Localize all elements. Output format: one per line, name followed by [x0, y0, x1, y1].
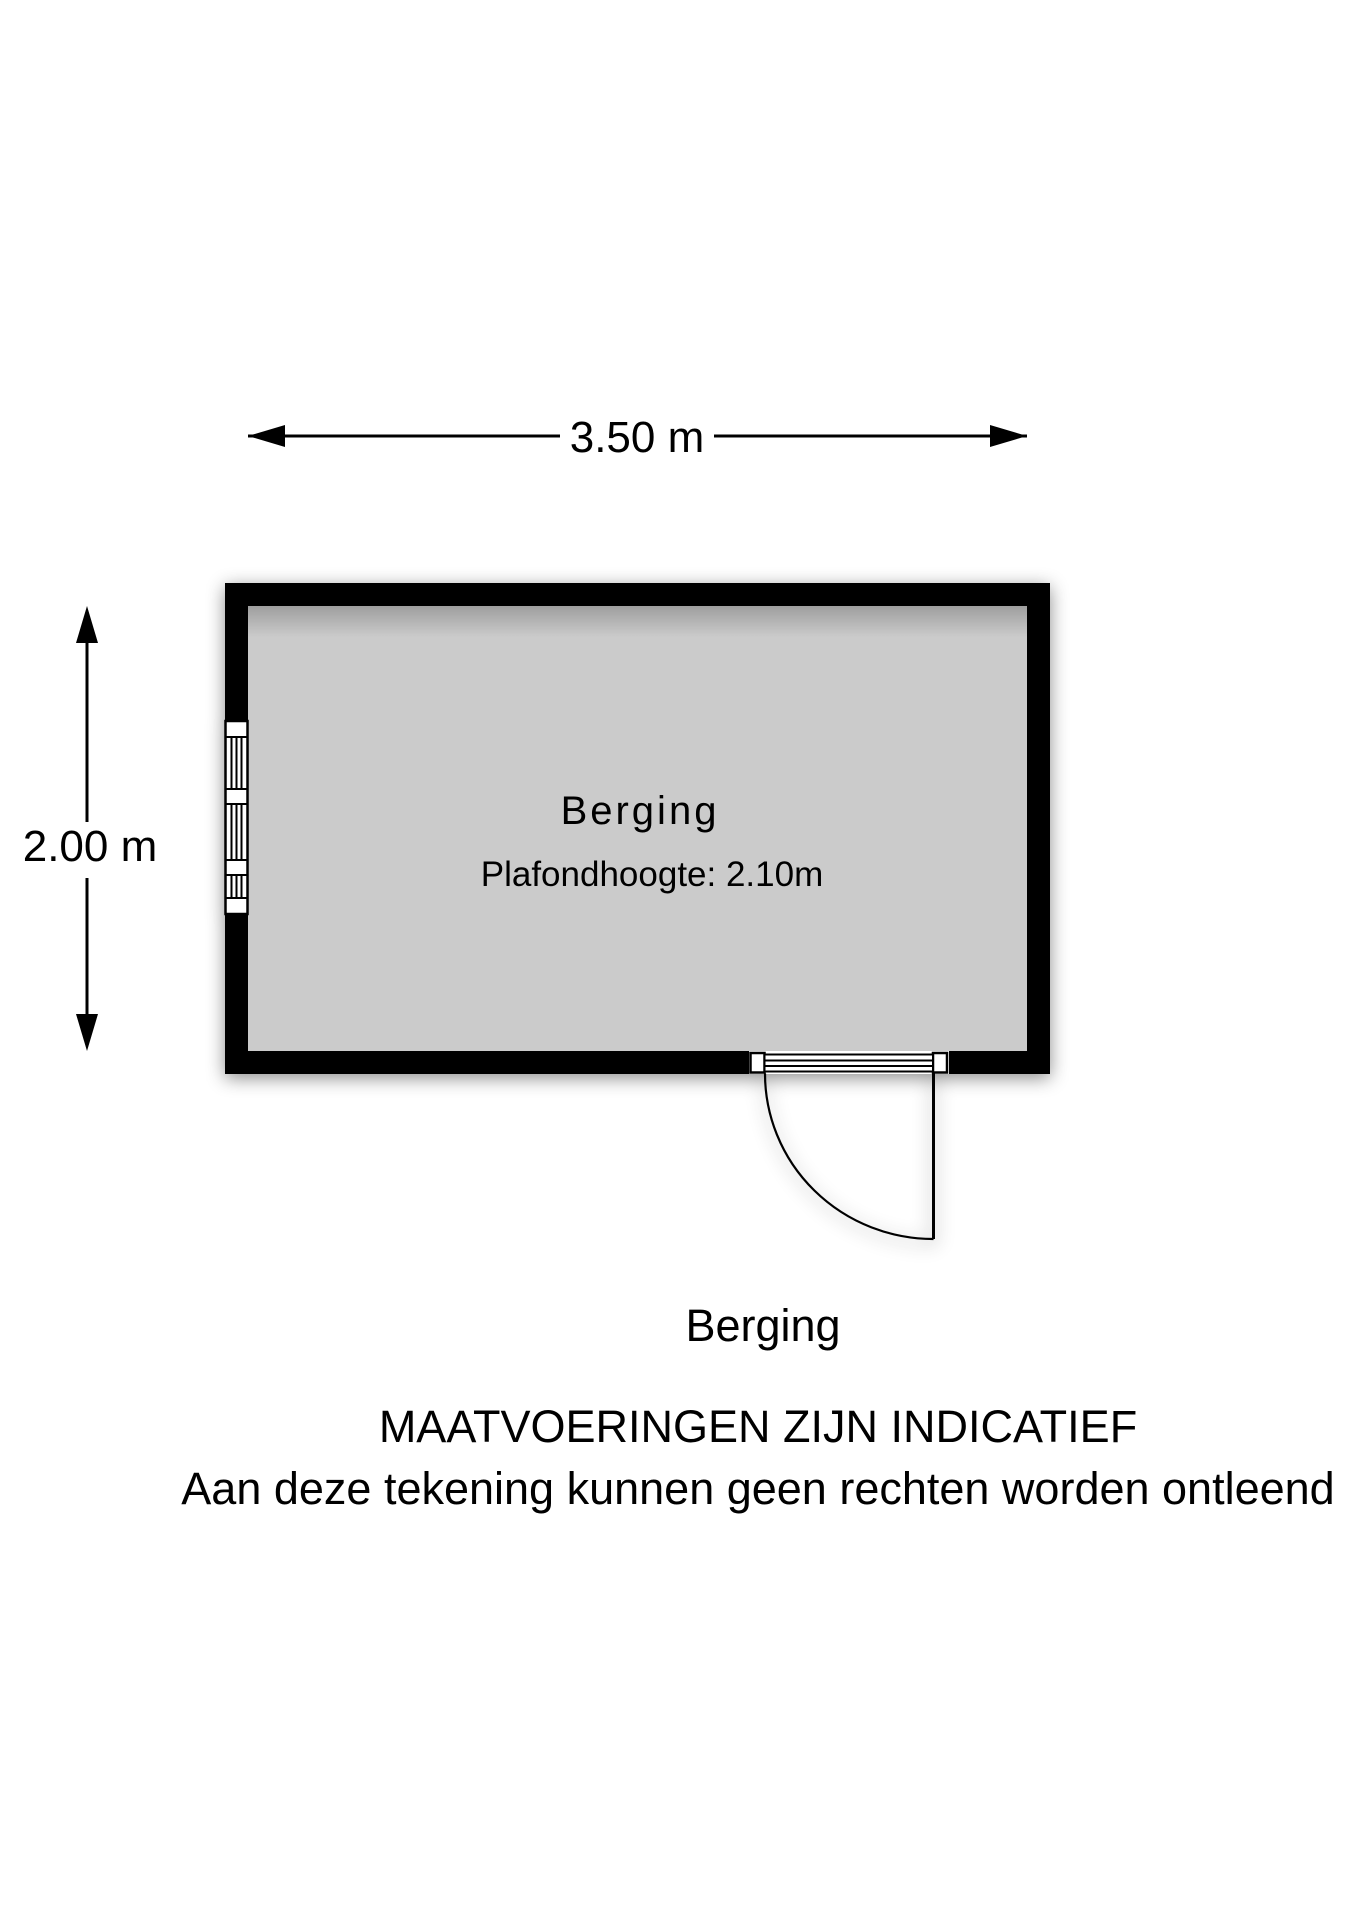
door-post-left — [751, 1053, 765, 1073]
door-threshold — [765, 1055, 934, 1072]
storage-room-plan — [225, 583, 1050, 1239]
arrowhead-right-icon — [990, 425, 1027, 447]
door-icon — [749, 1051, 949, 1239]
width-dimension — [248, 413, 1027, 462]
arrowhead-left-icon — [248, 425, 285, 447]
arrowhead-up-icon — [76, 606, 98, 643]
ceiling-height-label: Plafondhoogte: 2.10m — [480, 855, 824, 894]
height-dimension-label: 2.00 m — [22, 822, 158, 871]
arrowhead-down-icon — [76, 1014, 98, 1051]
window-icon — [226, 721, 248, 914]
disclaimer-line2: Aan deze tekening kunnen geen rechten worden ontleend — [181, 1463, 1335, 1514]
height-dimension — [23, 606, 158, 1051]
plan-caption: Berging — [685, 1300, 841, 1351]
room-name-label: Berging — [560, 789, 720, 833]
door-post-right — [933, 1053, 947, 1073]
door-swing-arc — [765, 1074, 934, 1240]
disclaimer-line1: MAATVOERINGEN ZIJN INDICATIEF — [378, 1401, 1138, 1452]
width-dimension-label: 3.50 m — [569, 413, 705, 462]
